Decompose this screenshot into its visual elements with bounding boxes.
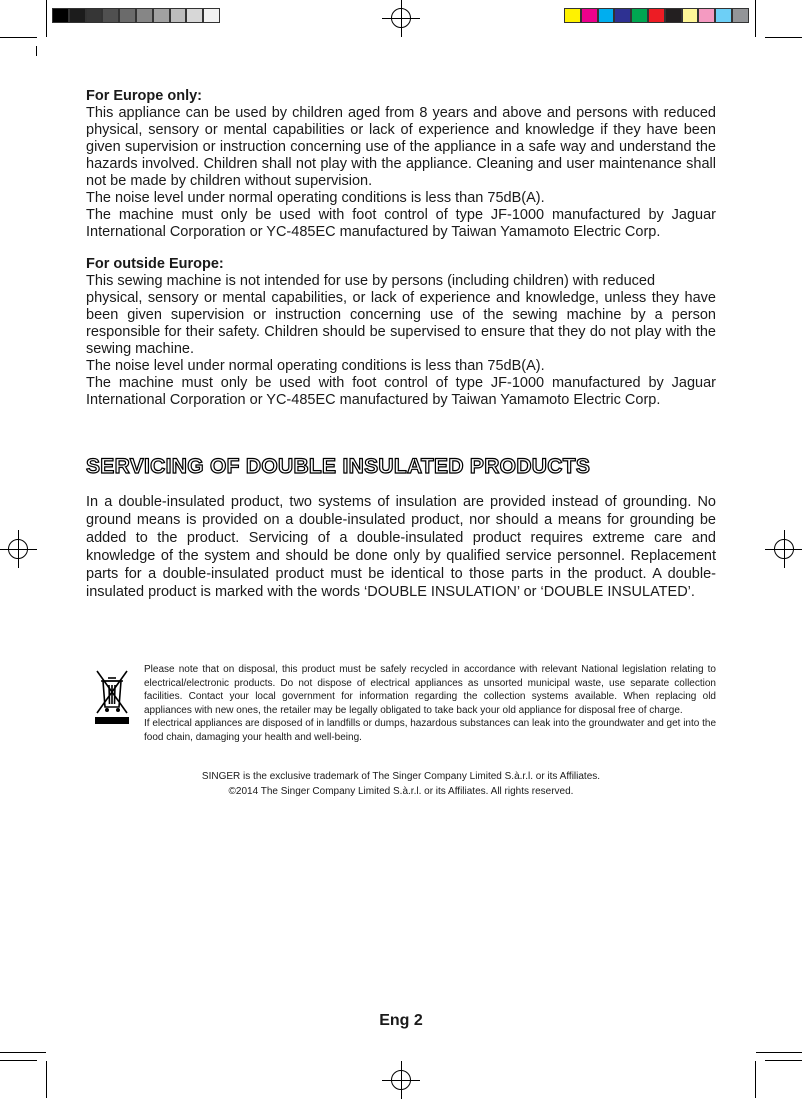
process-color-swatch (614, 8, 631, 23)
grayscale-swatch (170, 8, 187, 23)
registration-mark-bottom (382, 1061, 420, 1099)
registration-mark-right (765, 530, 802, 568)
grayscale-swatch (102, 8, 119, 23)
process-color-swatch (665, 8, 682, 23)
outside-europe-foot-control: The machine must only be used with foot control of type JF-1000 manufactured by Jaguar International Corporation or YC-485EC manufactured by Taiwan Yamamoto Electric Corp. (86, 375, 716, 408)
process-color-swatch (564, 8, 581, 23)
europe-foot-control: The machine must only be used with foot control of type JF-1000 manufactured by Jaguar International Corporation or YC-485EC manufactured by Taiwan Yamamoto Electric Corp. (86, 207, 716, 240)
process-color-swatch (698, 8, 715, 23)
outside-europe-heading: For outside Europe: (86, 256, 224, 272)
servicing-paragraph: In a double-insulated product, two systems of insulation are provided instead of grounding. No ground means is provided on a double-insulated product, nor should a means for grounding be added to the product. Servicing of a double-insulated product requires extreme care and knowledge of the system and should be done only by qualified service personnel. Replacement parts for a double-insulated product must be identical to those parts in the product. A double-insulated product is marked with the words ‘DOUBLE INSULATION’ or ‘DOUBLE INSULATED’. (86, 494, 716, 600)
grayscale-swatch (86, 8, 103, 23)
europe-noise-level: The noise level under normal operating conditions is less than 75dB(A). (86, 190, 545, 206)
grayscale-swatch (136, 8, 153, 23)
process-color-swatch (732, 8, 749, 23)
grayscale-swatch (69, 8, 86, 23)
outside-europe-first-line: This sewing machine is not intended for use by persons (including children) with reduced (86, 273, 656, 289)
servicing-section (86, 493, 716, 601)
outside-europe-section (86, 256, 716, 409)
servicing-title: SERVICING OF DOUBLE INSULATED PRODUCTS (86, 455, 591, 478)
process-color-swatch (631, 8, 648, 23)
process-color-swatch (598, 8, 615, 23)
outside-europe-paragraph: physical, sensory or mental capabilities, or lack of experience and knowledge, unless they have been given supervision or instruction concerning use of the sewing machine by a person responsible for their safety. Children should be supervised to ensure that they do not play with the sewing machine. (86, 290, 716, 357)
europe-paragraph: This appliance can be used by children aged from 8 years and above and persons with reduced physical, sensory or mental capabilities or lack of experience and knowledge if they have been given supervision or instruction concerning use of the appliance in a safe way and understand the hazards involved. Children shall not play with the appliance. Cleaning and user maintenance shall not be made by children without supervision. (86, 105, 716, 189)
grayscale-swatch (119, 8, 136, 23)
grayscale-swatch (203, 8, 220, 23)
process-color-swatch (715, 8, 732, 23)
trademark-line: SINGER is the exclusive trademark of The Singer Company Limited S.à.r.l. or its Affiliates. (201, 771, 601, 782)
outside-europe-noise-level: The noise level under normal operating conditions is less than 75dB(A). (86, 358, 545, 374)
grayscale-swatch (186, 8, 203, 23)
europe-heading: For Europe only: (86, 88, 202, 104)
grayscale-color-bar (52, 8, 220, 24)
registration-mark-top (382, 0, 420, 37)
disposal-paragraph: Please note that on disposal, this product must be safely recycled in accordance with relevant National legislation relating to electrical/electronic products. Do not dispose of electrical appliances as unsorted municipal waste, use separate collection facilities. Contact your local government for information regarding the collection systems available. When replacing old appliances with new ones, the retailer may be legally obligated to take back your old appliance for disposal free of charge. (144, 664, 716, 716)
disposal-notice (144, 663, 716, 745)
europe-section (86, 88, 716, 241)
grayscale-swatch (153, 8, 170, 23)
page-number: Eng 2 (379, 1012, 423, 1029)
process-color-swatch (581, 8, 598, 23)
grayscale-swatch (52, 8, 69, 23)
process-color-bar (564, 8, 749, 24)
process-color-swatch (682, 8, 699, 23)
process-color-swatch (648, 8, 665, 23)
crossed-out-wheelie-bin-icon (94, 667, 130, 727)
landfill-warning: If electrical appliances are disposed of in landfills or dumps, hazardous substances can leak into the groundwater and get into the food chain, damaging your health and well-being. (144, 718, 717, 743)
registration-mark-left (0, 530, 37, 568)
copyright-line: ©2014 The Singer Company Limited S.à.r.l. or its Affiliates. All rights reserved. (228, 786, 574, 797)
